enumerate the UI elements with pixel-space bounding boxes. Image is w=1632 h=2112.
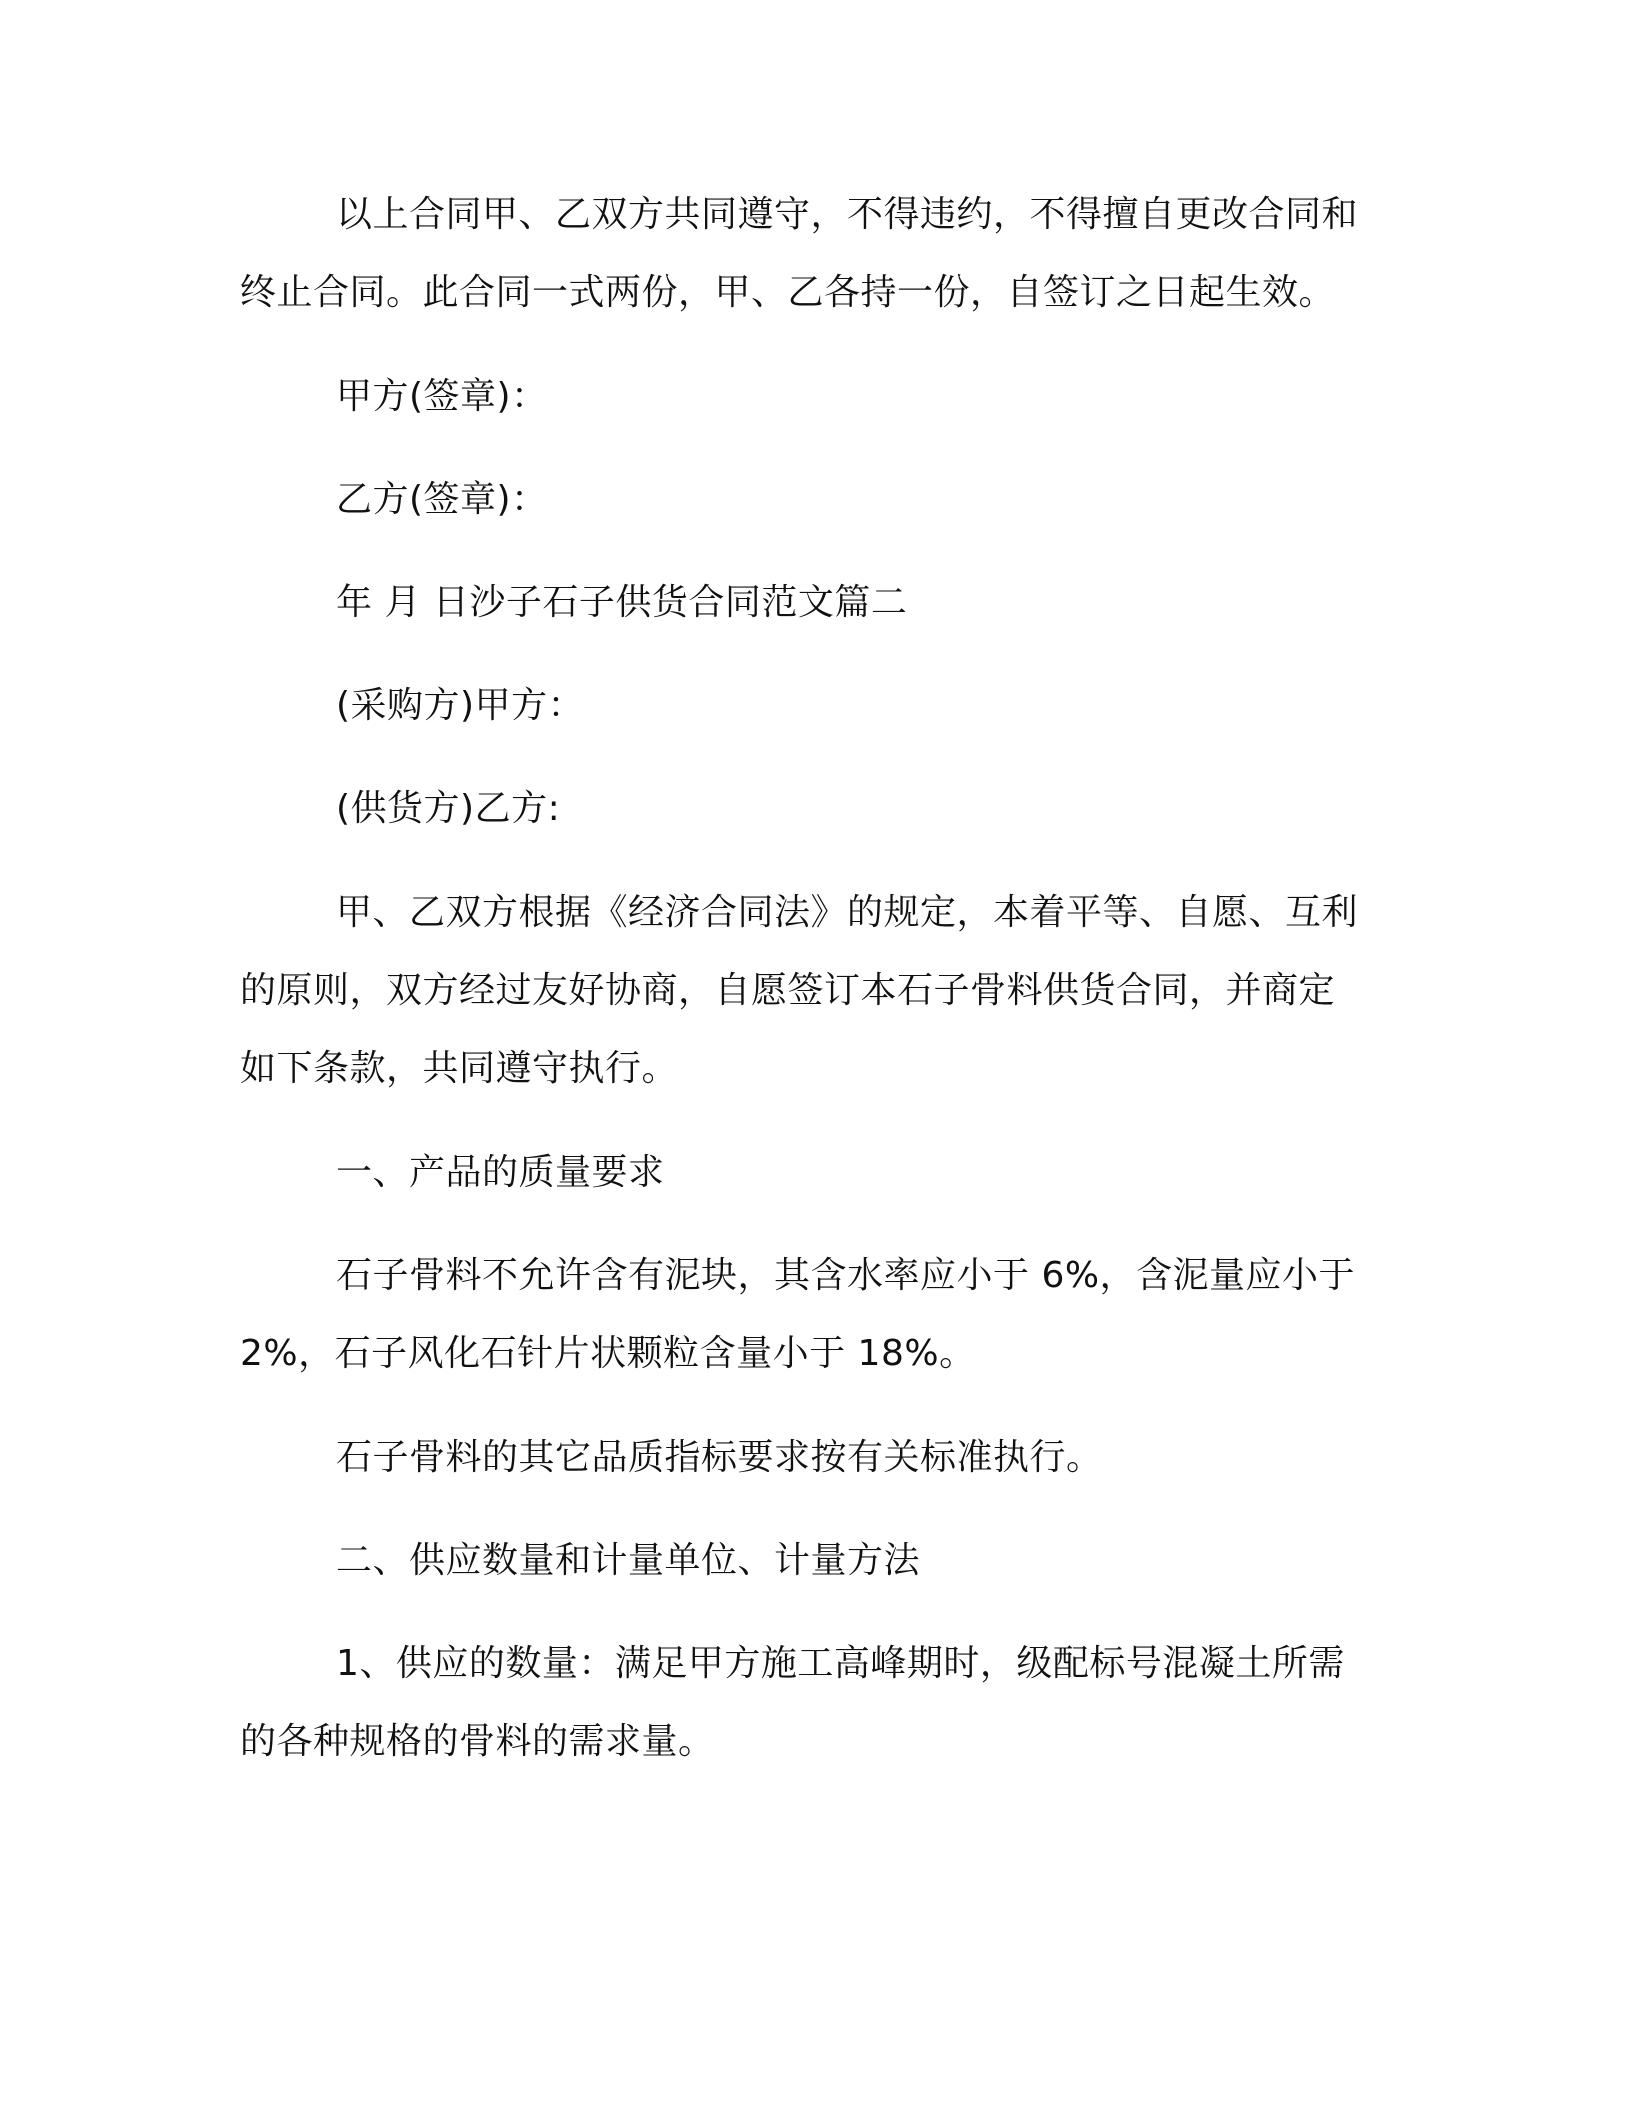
party-b-signature-line (240, 461, 1392, 539)
text-line: 甲、乙双方根据《经济合同法》的规定，本着平等、自愿、互利 (336, 892, 1359, 933)
text-line: 的各种规格的骨料的需求量。 (240, 1721, 715, 1762)
paragraph-agreement-basis (240, 874, 1392, 1108)
paragraph-contract-compliance (240, 176, 1392, 332)
text-line: (供货方)乙方: (336, 788, 561, 829)
section-heading-date-title (240, 564, 1392, 642)
text-line: 的原则，双方经过友好协商，自愿签订本石子骨料供货合同，并商定 (240, 970, 1336, 1011)
paragraph-quality-requirements (240, 1237, 1392, 1393)
paragraph-supply-quantity (240, 1625, 1392, 1781)
section-heading-quality (240, 1134, 1392, 1212)
text-line: 年 月 日沙子石子供货合同范文篇二 (336, 582, 908, 623)
text-line: 石子骨料的其它品质指标要求按有关标准执行。 (336, 1437, 1103, 1478)
text-line: 石子骨料不允许含有泥块，其含水率应小于 6%，含泥量应小于 (336, 1255, 1356, 1296)
text-line: 以上合同甲、乙双方共同遵守，不得违约，不得擅自更改合同和 (336, 194, 1359, 235)
paragraph-other-standards (240, 1419, 1392, 1497)
text-line: 乙方(签章)： (336, 479, 548, 520)
text-line: 1、供应的数量：满足甲方施工高峰期时，级配标号混凝土所需 (336, 1643, 1345, 1684)
party-a-signature-line (240, 358, 1392, 436)
text-line: 终止合同。此合同一式两份，甲、乙各持一份，自签订之日起生效。 (240, 272, 1336, 313)
text-line: 二、供应数量和计量单位、计量方法 (336, 1540, 921, 1581)
text-line: 2%，石子风化石针片状颗粒含量小于 18%。 (240, 1333, 976, 1374)
text-line: 甲方(签章)： (336, 376, 548, 417)
section-heading-quantity (240, 1522, 1392, 1600)
text-line: 一、产品的质量要求 (336, 1152, 665, 1193)
text-line: 如下条款，共同遵守执行。 (240, 1048, 679, 1089)
text-line: (采购方)甲方： (336, 685, 585, 726)
supplier-line (240, 770, 1392, 848)
purchaser-line (240, 667, 1392, 745)
